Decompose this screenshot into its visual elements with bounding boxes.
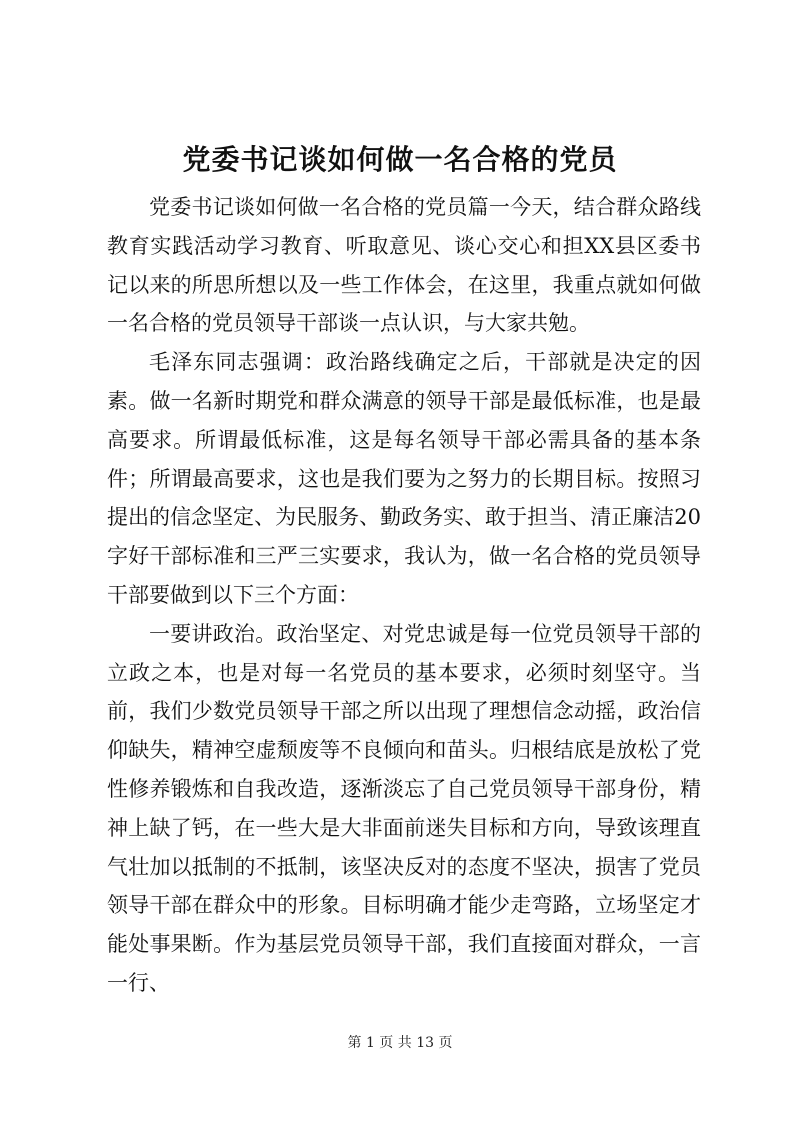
page-footer: 第 1 页 共 13 页	[347, 1035, 453, 1051]
document-title: 党委书记谈如何做一名合格的党员	[182, 143, 618, 176]
paragraph-3: 一要讲政治。政治坚定、对党忠诚是每一位党员领导干部的立政之本，也是对每一名党员的基本要求，必须时刻坚守。当前，我们少数党员领导干部之所以出现了理想信念动摇，政治信仰缺失，精神空虚颓废等不良倾向和苗头。归根结底是放松了党性修养锻炼和自我改造，逐渐淡忘了自己党员领导干部身份，精神上缺了钙，在一些大是大非面前迷失目标和方向，导致该理直气壮加以抵制的不抵制，该坚决反对的态度不坚决，损害了党员领导干部在群众中的形象。目标明确才能少走弯路，立场坚定才能处事果断。作为基层党员领导干部，我们直接面对群众，一言一行、	[107, 621, 701, 995]
paragraph-2: 毛泽东同志强调：政治路线确定之后，干部就是决定的因素。做一名新时期党和群众满意的领导干部是最低标准，也是最高要求。所谓最低标准，这是每名领导干部必需具备的基本条件；所谓最高要求，这也是我们要为之努力的长期目标。按照习提出的信念坚定、为民服务、勤政务实、敢于担当、清正廉洁20字好干部标准和三严三实要求，我认为，做一名合格的党员领导干部要做到以下三个方面：	[107, 350, 701, 607]
document-body	[107, 188, 701, 1003]
paragraph-1: 党委书记谈如何做一名合格的党员篇一今天，结合群众路线教育实践活动学习教育、听取意见、谈心交心和担XX县区委书记以来的所思所想以及一些工作体会，在这里，我重点就如何做一名合格的党员领导干部谈一点认识，与大家共勉。	[107, 195, 701, 336]
